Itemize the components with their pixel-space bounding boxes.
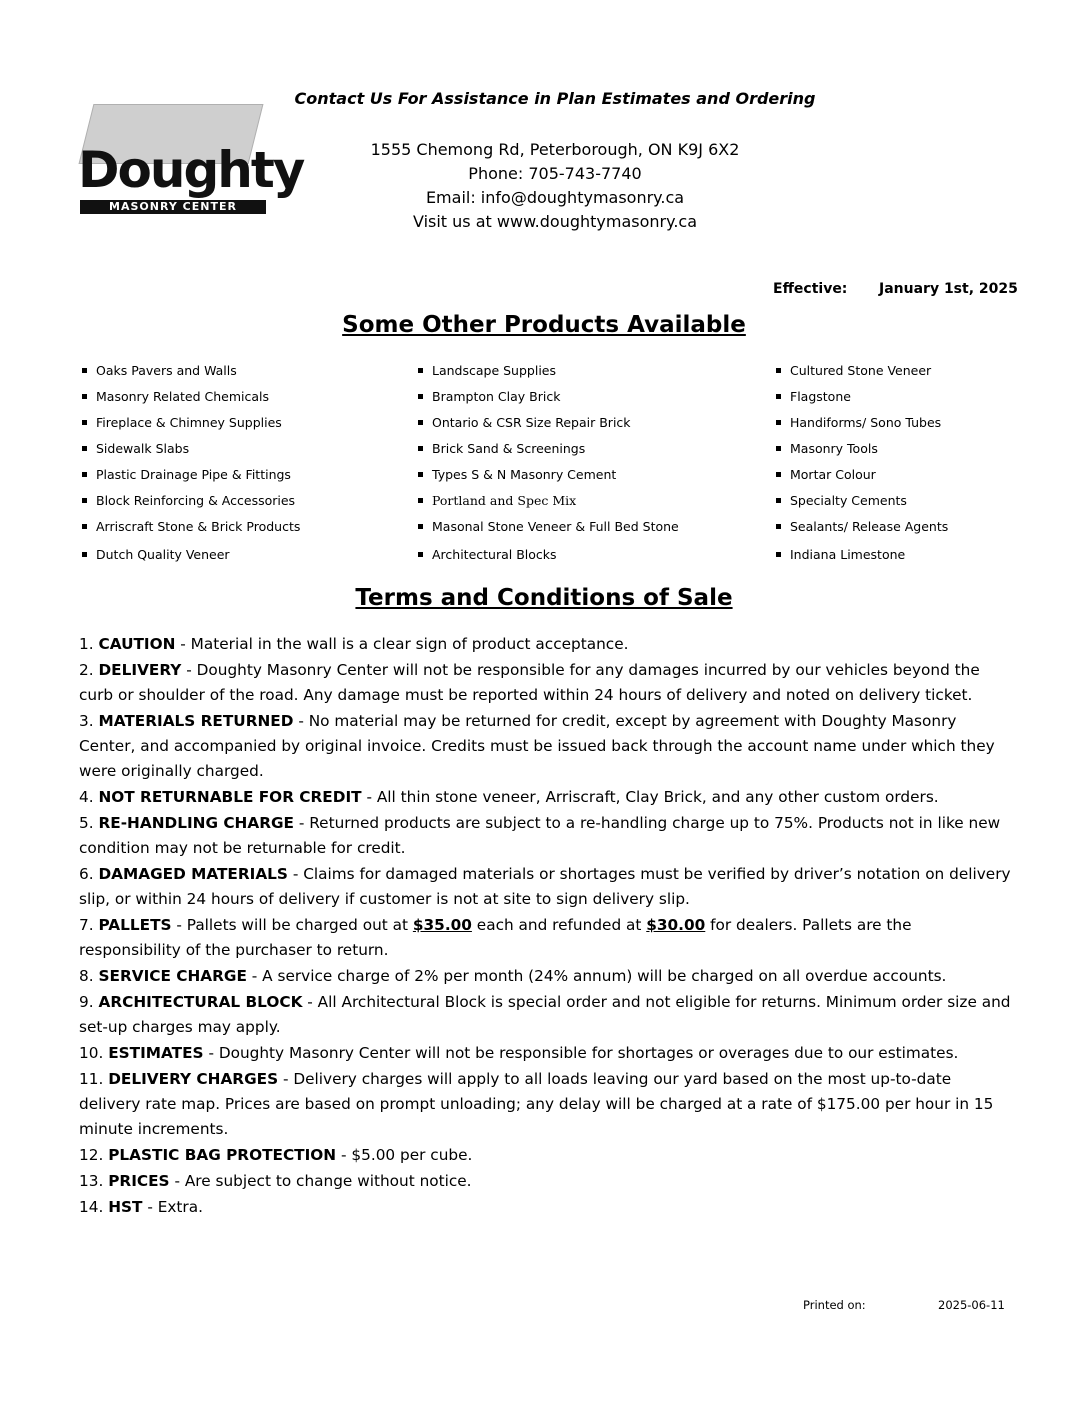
products-title: Some Other Products Available [342, 312, 746, 338]
term-item: 8. SERVICE CHARGE - A service charge of 2% per month (24% annum) will be charged on all overdue accounts. [79, 967, 947, 985]
term-item: 5. RE-HANDLING CHARGE - Returned products are subject to a re-handling charge up to 75%. Products not in like new condition may not be returnable for credit. [79, 814, 1001, 857]
list-item: Types S & N Masonry Cement [418, 465, 679, 491]
list-item: Landscape Supplies [418, 361, 679, 387]
list-item: Flagstone [776, 387, 948, 413]
contact-block [200, 138, 910, 234]
list-item: Arriscraft Stone & Brick Products [82, 517, 300, 545]
email[interactable]: Email: info@doughtymasonry.ca [425, 188, 685, 207]
terms-list [79, 632, 1014, 1221]
list-item: Plastic Drainage Pipe & Fittings [82, 465, 300, 491]
list-item: Ontario & CSR Size Repair Brick [418, 413, 679, 439]
website[interactable]: Visit us at www.doughtymasonry.ca [412, 212, 697, 231]
printed-date: 2025-06-11 [938, 1298, 1005, 1312]
address: 1555 Chemong Rd, Peterborough, ON K9J 6X2 [370, 140, 740, 159]
list-item: Brampton Clay Brick [418, 387, 679, 413]
term-item: 4. NOT RETURNABLE FOR CREDIT - All thin stone veneer, Arriscraft, Clay Brick, and any other custom orders. [79, 788, 939, 806]
term-item: 13. PRICES - Are subject to change without notice. [79, 1172, 472, 1190]
list-item: Indiana Limestone [776, 545, 948, 571]
term-item: 10. ESTIMATES - Doughty Masonry Center will not be responsible for shortages or overages due to our estimates. [79, 1044, 959, 1062]
contact-heading: Contact Us For Assistance in Plan Estimates and Ordering [294, 89, 816, 108]
list-item: Masonal Stone Veneer & Full Bed Stone [418, 517, 679, 545]
phone: Phone: 705-743-7740 [468, 164, 642, 183]
list-item: Specialty Cements [776, 491, 948, 517]
list-item: Sealants/ Release Agents [776, 517, 948, 545]
list-item: Mortar Colour [776, 465, 948, 491]
pallet-charge-price: $35.00 [412, 916, 472, 934]
pallet-refund-price: $30.00 [646, 916, 706, 934]
list-item: Masonry Related Chemicals [82, 387, 300, 413]
product-list-col2 [418, 361, 679, 571]
term-item: 12. PLASTIC BAG PROTECTION - $5.00 per cube. [79, 1146, 473, 1164]
list-item: Fireplace & Chimney Supplies [82, 413, 300, 439]
product-list-col3 [776, 361, 948, 571]
list-item: Dutch Quality Veneer [82, 545, 300, 571]
list-item: Handiforms/ Sono Tubes [776, 413, 948, 439]
logo-wordmark: Doughty [78, 141, 304, 199]
effective-date: January 1st, 2025 [879, 281, 1018, 297]
term-item: 1. CAUTION - Material in the wall is a clear sign of product acceptance. [79, 635, 629, 653]
list-item: Portland and Spec Mix [418, 491, 679, 517]
term-item: 3. MATERIALS RETURNED - No material may be returned for credit, except by agreement with Doughty Masonry Center, and accompanied by original invoice. Credits must be issued back through the account name under which they were originally charged. [79, 712, 995, 780]
list-item: Brick Sand & Screenings [418, 439, 679, 465]
logo-subtitle: MASONRY CENTER [80, 200, 266, 214]
terms-title: Terms and Conditions of Sale [355, 585, 733, 611]
term-item: 6. DAMAGED MATERIALS - Claims for damaged materials or shortages must be verified by driver’s notation on delivery slip, or within 24 hours of delivery if customer is not at site to sign delivery slip. [79, 865, 1011, 908]
printed-label: Printed on: [803, 1298, 866, 1312]
list-item: Masonry Tools [776, 439, 948, 465]
product-list-col1 [82, 361, 300, 571]
list-item: Cultured Stone Veneer [776, 361, 948, 387]
effective-label: Effective: [773, 281, 848, 297]
list-item: Block Reinforcing & Accessories [82, 491, 300, 517]
list-item: Architectural Blocks [418, 545, 679, 571]
term-item: 11. DELIVERY CHARGES - Delivery charges will apply to all loads leaving our yard based on the most up-to-date delivery rate map. Prices are based on prompt unloading; any delay will be charged at a rate of $175.00 per hour in 15 minute increments. [79, 1070, 994, 1138]
list-item: Oaks Pavers and Walls [82, 361, 300, 387]
list-item: Sidewalk Slabs [82, 439, 300, 465]
term-item: 2. DELIVERY - Doughty Masonry Center will not be responsible for any damages incurred by our vehicles beyond the curb or shoulder of the road. Any damage must be reported within 24 hours of delivery and noted on delivery ticket. [79, 661, 980, 704]
term-item: 9. ARCHITECTURAL BLOCK - All Architectural Block is special order and not eligible for returns. Minimum order size and set-up charges may apply. [79, 993, 1011, 1036]
term-item: 7. PALLETS - Pallets will be charged out at $35.00 each and refunded at $30.00 for dealers. Pallets are the responsibility of the purchaser to return. [79, 916, 912, 959]
term-item: 14. HST - Extra. [79, 1198, 203, 1216]
